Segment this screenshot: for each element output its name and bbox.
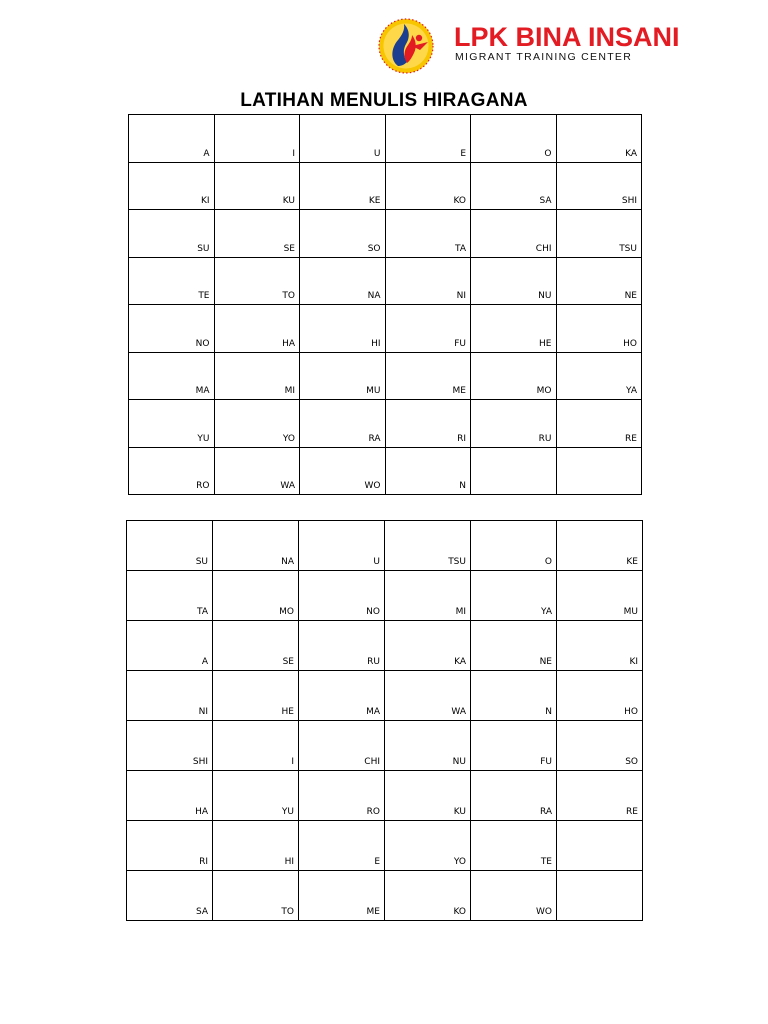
syllable-cell: HE — [471, 305, 557, 353]
grid-row — [127, 571, 643, 621]
syllable-cell: YO — [385, 821, 471, 871]
syllable-cell: A — [129, 115, 215, 163]
practice-grid-2 — [126, 520, 643, 921]
syllable-cell: RA — [471, 771, 557, 821]
syllable-cell: KO — [385, 162, 471, 210]
syllable-cell: TA — [385, 210, 471, 258]
syllable-cell: MU — [300, 352, 386, 400]
syllable-cell: YA — [556, 352, 642, 400]
grid-row — [129, 162, 642, 210]
syllable-cell: KO — [385, 871, 471, 921]
syllable-cell: YO — [214, 400, 300, 448]
grid-row — [127, 771, 643, 821]
syllable-cell: WO — [471, 871, 557, 921]
grid-row — [127, 671, 643, 721]
syllable-cell: KI — [557, 621, 643, 671]
syllable-cell: RA — [300, 400, 386, 448]
syllable-cell: SU — [129, 210, 215, 258]
syllable-cell: I — [213, 721, 299, 771]
syllable-cell: WA — [385, 671, 471, 721]
grid-row — [129, 305, 642, 353]
syllable-cell: YA — [471, 571, 557, 621]
syllable-cell: NE — [471, 621, 557, 671]
grid-row — [129, 447, 642, 495]
syllable-cell: KI — [129, 162, 215, 210]
syllable-cell: TO — [213, 871, 299, 921]
grid-row — [127, 621, 643, 671]
syllable-cell — [557, 821, 643, 871]
syllable-cell: KE — [557, 521, 643, 571]
syllable-cell: YU — [129, 400, 215, 448]
syllable-cell: NU — [385, 721, 471, 771]
syllable-cell: HE — [213, 671, 299, 721]
brand-name: LPK BINA INSANI — [454, 22, 680, 52]
syllable-cell: KU — [385, 771, 471, 821]
syllable-cell: HO — [557, 671, 643, 721]
syllable-cell: TSU — [385, 521, 471, 571]
syllable-cell: RE — [557, 771, 643, 821]
syllable-cell: NE — [556, 257, 642, 305]
syllable-cell: RE — [556, 400, 642, 448]
syllable-cell: N — [471, 671, 557, 721]
syllable-cell: TE — [471, 821, 557, 871]
syllable-cell: RU — [471, 400, 557, 448]
syllable-cell: MU — [557, 571, 643, 621]
syllable-cell — [471, 447, 557, 495]
syllable-cell: SA — [471, 162, 557, 210]
syllable-cell: SA — [127, 871, 213, 921]
syllable-cell: HA — [214, 305, 300, 353]
syllable-cell: SE — [214, 210, 300, 258]
grid-row — [129, 115, 642, 163]
syllable-cell: MI — [385, 571, 471, 621]
syllable-cell: NA — [300, 257, 386, 305]
syllable-cell: FU — [471, 721, 557, 771]
brand-tagline: MIGRANT TRAINING CENTER — [455, 51, 633, 63]
syllable-cell: NA — [213, 521, 299, 571]
syllable-cell: NU — [471, 257, 557, 305]
syllable-cell: SU — [127, 521, 213, 571]
syllable-cell: CHI — [299, 721, 385, 771]
syllable-cell: MI — [214, 352, 300, 400]
syllable-cell: O — [471, 521, 557, 571]
syllable-cell: SO — [557, 721, 643, 771]
syllable-cell: N — [385, 447, 471, 495]
grid-row — [127, 821, 643, 871]
syllable-cell: TA — [127, 571, 213, 621]
brand-logo — [376, 16, 680, 76]
syllable-cell: ME — [385, 352, 471, 400]
syllable-cell: SHI — [127, 721, 213, 771]
syllable-cell: TO — [214, 257, 300, 305]
syllable-cell: WA — [214, 447, 300, 495]
grid-row — [129, 210, 642, 258]
practice-grid-1 — [128, 114, 642, 495]
syllable-cell: U — [299, 521, 385, 571]
syllable-cell — [556, 447, 642, 495]
syllable-cell — [557, 871, 643, 921]
grid-row — [129, 257, 642, 305]
syllable-cell: RI — [385, 400, 471, 448]
syllable-cell: MA — [299, 671, 385, 721]
page-title: LATIHAN MENULIS HIRAGANA — [240, 90, 528, 111]
syllable-cell: NI — [127, 671, 213, 721]
syllable-cell: MA — [129, 352, 215, 400]
syllable-cell: TSU — [556, 210, 642, 258]
syllable-cell: RI — [127, 821, 213, 871]
syllable-cell: E — [385, 115, 471, 163]
syllable-cell: KU — [214, 162, 300, 210]
syllable-cell: RU — [299, 621, 385, 671]
grid-row — [127, 871, 643, 921]
syllable-cell: MO — [213, 571, 299, 621]
syllable-cell: ME — [299, 871, 385, 921]
syllable-cell: A — [127, 621, 213, 671]
syllable-cell: RO — [299, 771, 385, 821]
syllable-cell: FU — [385, 305, 471, 353]
syllable-cell: I — [214, 115, 300, 163]
syllable-cell: SE — [213, 621, 299, 671]
grid-row — [129, 400, 642, 448]
syllable-cell: NI — [385, 257, 471, 305]
syllable-cell: RO — [129, 447, 215, 495]
grid-row — [129, 352, 642, 400]
syllable-cell: KE — [300, 162, 386, 210]
grid-row — [127, 721, 643, 771]
syllable-cell: MO — [471, 352, 557, 400]
syllable-cell: TE — [129, 257, 215, 305]
syllable-cell: SO — [300, 210, 386, 258]
syllable-cell: WO — [300, 447, 386, 495]
syllable-cell: HA — [127, 771, 213, 821]
syllable-cell: HO — [556, 305, 642, 353]
syllable-cell: NO — [299, 571, 385, 621]
syllable-cell: YU — [213, 771, 299, 821]
syllable-cell: E — [299, 821, 385, 871]
syllable-cell: O — [471, 115, 557, 163]
syllable-cell: SHI — [556, 162, 642, 210]
syllable-cell: NO — [129, 305, 215, 353]
syllable-cell: CHI — [471, 210, 557, 258]
syllable-cell: HI — [213, 821, 299, 871]
syllable-cell: U — [300, 115, 386, 163]
syllable-cell: KA — [556, 115, 642, 163]
grid-row — [127, 521, 643, 571]
syllable-cell: KA — [385, 621, 471, 671]
syllable-cell: HI — [300, 305, 386, 353]
bina-insani-emblem-icon — [376, 16, 436, 76]
